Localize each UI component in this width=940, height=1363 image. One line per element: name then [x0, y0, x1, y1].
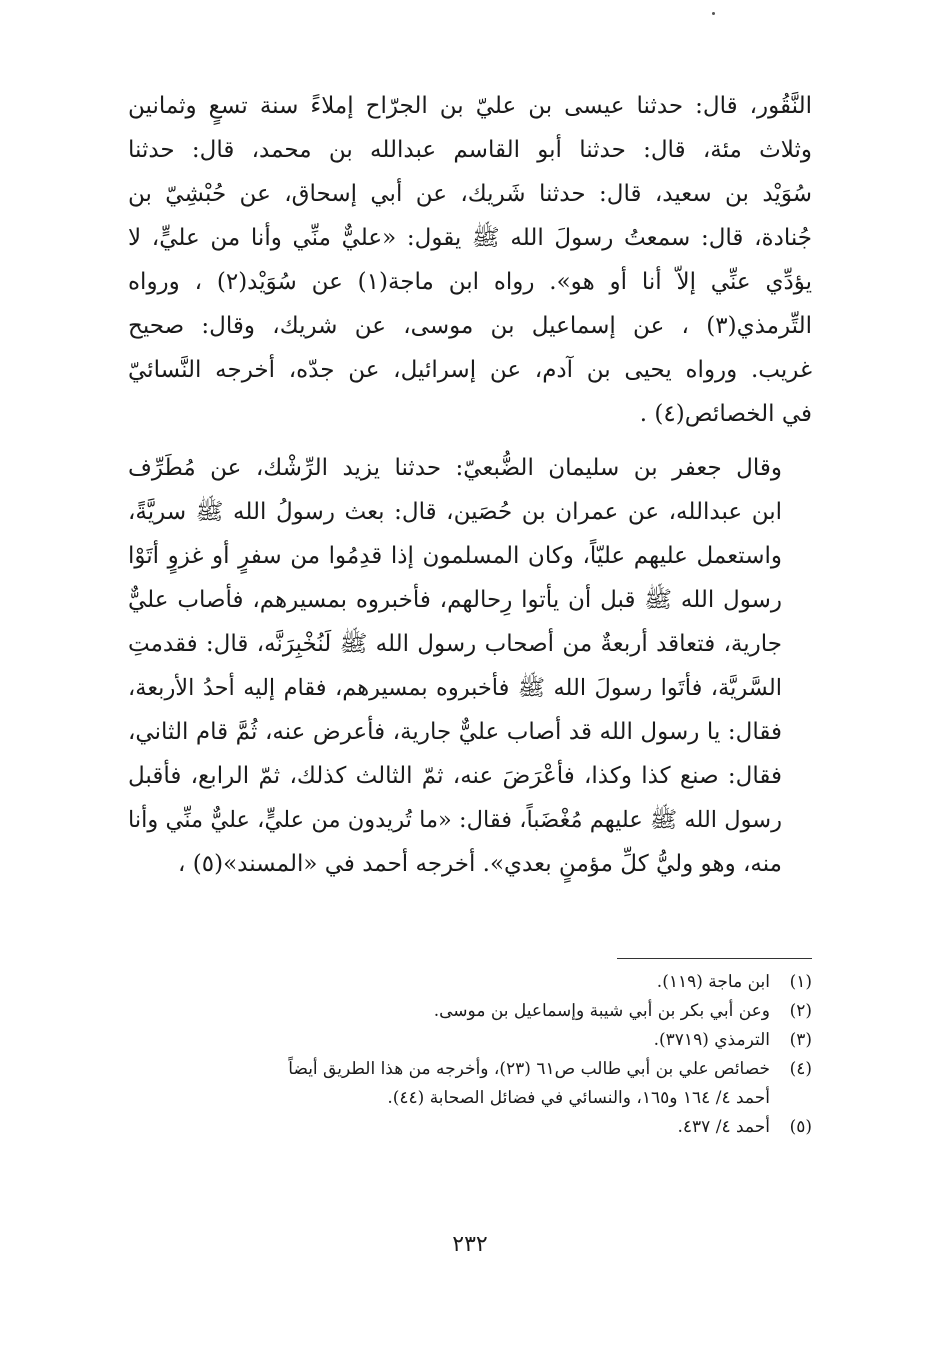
footnote-text: أحمد ٤/ ٤٣٧. — [677, 1117, 770, 1137]
text-line: وثلاث مئة، قال: حدثنا أبو القاسم عبدالله بن محمد، قال: حدثنا — [128, 137, 812, 163]
text-line: يؤدِّي عنِّي إلاّ أنا أو هو». رواه ابن ماجة(١) عن سُوَيْد(٢) ، ورواه — [128, 269, 813, 295]
footnote-number: (١) — [789, 972, 812, 992]
footnote-number: (٣) — [789, 1030, 812, 1050]
text-line: جارية، فتعاقد أربعةٌ من أصحاب رسول الله ﷺ لَنُخْبِرَنَّه، قال: فقدمتِ — [128, 631, 782, 657]
paragraph-1 — [128, 84, 812, 436]
text-line: رسول الله ﷺ عليهم مُغْضَباً، فقال: «ما تُريدون من عليٍّ، عليٌّ منِّي وأنا — [128, 807, 782, 833]
footnote-number: (٢) — [789, 1001, 812, 1021]
text-line: وقال جعفر بن سليمان الضُّبعيّ: حدثنا يزيد الرِّشْك، عن مُطَرِّف — [128, 455, 782, 481]
text-line: جُنادة، قال: سمعتُ رسولَ الله ﷺ يقول: «عليٌّ منِّي وأنا من عليٍّ، لا — [128, 225, 812, 251]
footnote-5 — [128, 1113, 812, 1142]
footnote-1 — [128, 968, 812, 997]
text-line: النَّقُور، قال: حدثنا عيسى بن عليّ بن الجرّاح إملاءً سنة تسعٍ وثمانين — [128, 93, 812, 119]
footnote-separator — [617, 958, 812, 959]
footnote-text: وعن أبي بكر بن أبي شيبة وإسماعيل بن موسى. — [433, 1001, 770, 1021]
footnote-text: ابن ماجة (١١٩). — [656, 972, 770, 992]
text-line: التِّرمذي(٣) ، عن إسماعيل بن موسى، عن شريك، وقال: صحيح — [128, 313, 812, 339]
footnote-line: خصائص علي بن أبي طالب ص٦١ (٢٣)، وأخرجه من هذا الطريق أيضاً — [288, 1059, 770, 1079]
footnote-number: (٥) — [789, 1117, 812, 1137]
text-line: واستعمل عليهم عليّاً، وكان المسلمون إذا قدِمُوا من سفرٍ أو غزوٍ أتَوْا — [128, 543, 782, 569]
text-line: رسول الله ﷺ قبل أن يأتوا رِحالهم، فأخبروه بمسيرهم، فأصاب عليٌّ — [128, 587, 782, 613]
paragraph-2 — [128, 446, 812, 886]
text-line: ابن عبدالله، عن عمران بن حُصَين، قال: بعث رسولُ الله ﷺ سريَّةً، — [128, 499, 782, 525]
footnote-2 — [128, 997, 812, 1026]
footnote-line: أحمد ٤/ ١٦٤ و١٦٥، والنسائي في فضائل الصحابة (٤٤). — [387, 1088, 770, 1108]
footnote-3 — [128, 1026, 812, 1055]
footnote-text: الترمذي (٣٧١٩). — [653, 1030, 770, 1050]
text-line: منه، وهو وليُّ كلِّ مؤمنٍ بعدي». أخرجه أحمد في «المسند»(٥) ، — [178, 851, 782, 877]
page-number: ٢٣٢ — [452, 1232, 488, 1257]
text-line: غريب. ورواه يحيى بن آدم، عن إسرائيل، عن جدّه، أخرجه النَّسائيّ — [128, 357, 812, 383]
text-line: في الخصائص(٤) . — [639, 401, 812, 427]
text-line: فقال: صنع كذا وكذا، فأعْرَضَ عنه، ثمّ الثالث كذلك، ثمّ الرابع، فأقبل — [128, 763, 782, 789]
text-line: سُوَيْد بن سعيد، قال: حدثنا شَريك، عن أبي إسحاق، عن حُبْشِيّ بن — [128, 181, 812, 207]
main-text — [128, 84, 812, 886]
footnote-number: (٤) — [789, 1059, 812, 1079]
footnotes — [128, 968, 812, 1142]
footnote-4 — [128, 1055, 812, 1113]
text-line: السَّريَّة، فأتَوا رسولَ الله ﷺ فأخبروه بمسيرهم، فقام إليه أحدُ الأربعة، — [128, 675, 782, 701]
footnote-text — [128, 1055, 770, 1113]
text-line: فقال: يا رسول الله قد أصاب عليٌّ جارية، فأعرض عنه، ثُمَّ قام الثاني، — [128, 719, 782, 745]
ink-speck — [712, 12, 715, 15]
